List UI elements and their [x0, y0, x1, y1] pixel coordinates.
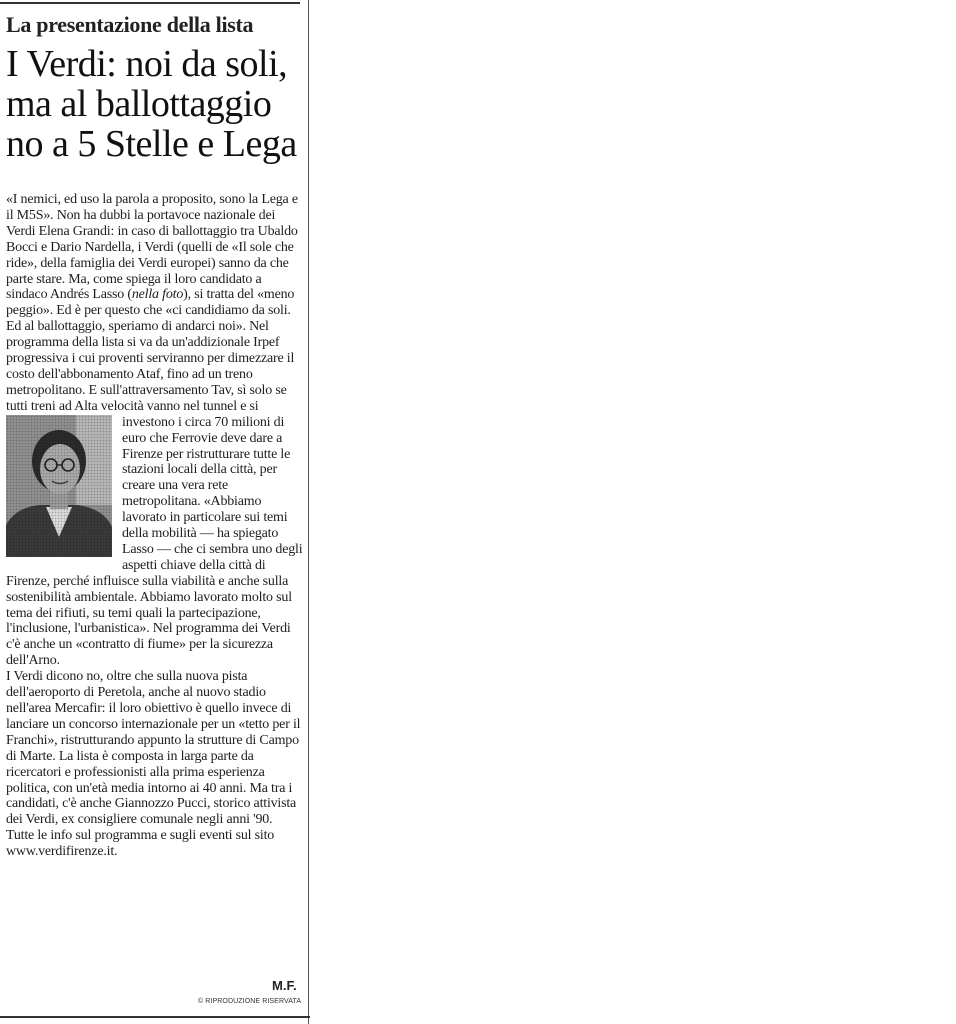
candidate-photo: [6, 415, 112, 557]
headline-line: no a 5 Stelle e Lega: [6, 123, 297, 165]
article-clipping: [0, 0, 312, 1024]
body-paragraph: [6, 192, 306, 669]
article-headline: [6, 44, 306, 164]
body-text: ), si tratta del «meno peggio». Ed è per questo che «ci candidiamo da soli. Ed al ballottaggio, speriamo di andarci noi». Nel programma della lista si va da un'addizionale Irpef progressiva i cui proventi serviranno per dimezzare il costo dell'abbonamento Ataf, fino ad un treno metropolitano. E sull'attraversamento Tav, sì solo se tutti treni ad Alta velocità vanno nel tunnel e si investono i circa 70 milioni di euro che Ferrovie deve dare a Firenze per ristrutturare tutte le stazioni locali della città, per creare una vera rete metropolitana. «Abbiamo lavorato in particolare sui temi della mobilità — ha spiegato Lasso — che ci sembra uno degli aspetti chiave della città di Firenze, perché influisce sulla viabilità e anche sulla sostenibilità ambientale. Abbiamo lavorato molto sul tema dei rifiuti, su temi quali la partecipazione, l'inclusione, l'urbanistica». Nel programma dei Verdi c'è anche un «contratto di fiume» per la sicurezza dell'Arno.: [6, 287, 303, 669]
copyright-notice: © RIPRODUZIONE RISERVATA: [198, 998, 302, 1005]
column-rule: [308, 0, 309, 1024]
top-rule: [0, 2, 300, 4]
body-paragraph: I Verdi dicono no, oltre che sulla nuova pista dell'aeroporto di Peretola, anche al nuovo stadio nell'area Mercafir: il loro obiettivo è quello invece di lanciare un concorso internazionale per un «tetto per il Franchi», ristrutturando appunto la strutture di Campo di Marte. La lista è composta in larga parte da ricercatori e professionisti alla prima esperienza politica, con un'età media intorno ai 40 anni. Ma tra i candidati, c'è anche Giannozzo Pucci, storico attivista dei Verdi, ex consigliere comunale negli anni '90.: [6, 669, 301, 828]
photo-reference: nella foto: [131, 287, 184, 303]
article-body: [6, 192, 306, 860]
bottom-rule: [0, 1016, 310, 1018]
byline: M.F.: [272, 978, 297, 993]
body-paragraph: Tutte le info sul programma e sugli eventi sul sito www.verdifirenze.it.: [6, 828, 275, 860]
headline-line: I Verdi: noi da soli,: [6, 43, 288, 85]
body-text: «I nemici, ed uso la parola a proposito, sono la Lega e il M5S». Non ha dubbi la portavoce nazionale dei Verdi Elena Grandi: in caso di ballottaggio tra Ubaldo Bocci e Dario Nardella, i Verdi (quelli de «Il sole che ride», della famiglia dei Verdi europei) sanno da che parte stare. Ma, come spiega il loro candidato a sindaco Andrés Lasso (: [6, 192, 298, 303]
headline-line: ma al ballottaggio: [6, 83, 272, 125]
article-kicker: La presentazione della lista: [6, 12, 254, 37]
